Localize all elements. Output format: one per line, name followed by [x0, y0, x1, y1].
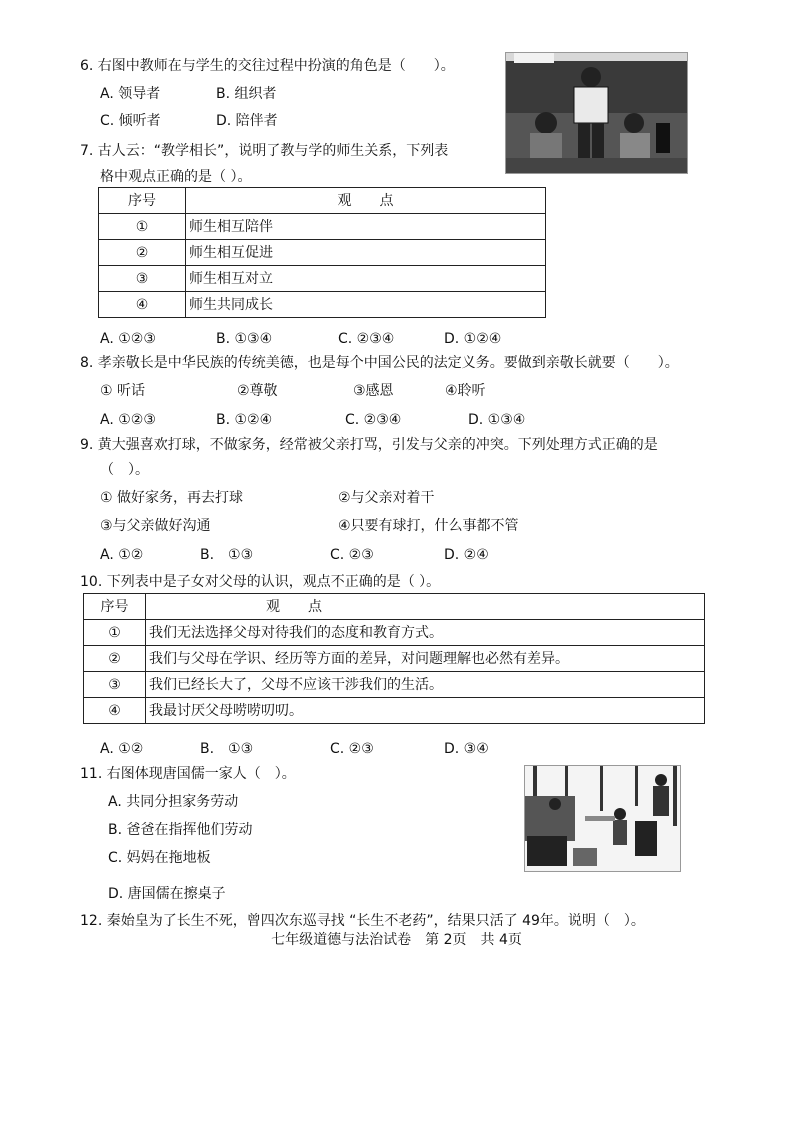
question-8-stem: 8. 孝亲敬长是中华民族的传统美德，也是每个中国公民的法定义务。要做到亲敬长就要（ ）。: [80, 355, 679, 371]
table-cell-number: ④: [99, 292, 186, 318]
table-cell-number: ②: [84, 646, 146, 672]
q7-option-b: B. ①③④: [216, 331, 273, 347]
table-header-cell: 序号: [99, 188, 186, 214]
q9-item-4: ④只要有球打，什么事都不管: [338, 518, 519, 534]
page-footer: 七年级道德与法治试卷 第 2页 共 4页: [271, 932, 522, 948]
q7-option-c: C. ②③④: [338, 331, 395, 347]
q11-option-a: A. 共同分担家务劳动: [108, 794, 239, 810]
q10-option-d: D. ③④: [444, 741, 489, 757]
q9-option-a: A. ①②: [100, 547, 144, 563]
q11-option-b: B. 爸爸在指挥他们劳动: [108, 822, 253, 838]
q7-option-a: A. ①②③: [100, 331, 156, 347]
question-6-stem: 6. 右图中教师在与学生的交往过程中扮演的角色是（ ）。: [80, 58, 455, 74]
table-header-row: [84, 594, 705, 620]
table-header-cell: 观 点: [146, 594, 705, 620]
q7-option-d: D. ①②④: [444, 331, 502, 347]
table-header-cell: 序号: [84, 594, 146, 620]
table-cell-view: 师生共同成长: [186, 292, 546, 318]
q9-item-1: ① 做好家务，再去打球: [100, 490, 244, 506]
q11-option-c: C. 妈妈在拖地板: [108, 850, 211, 866]
table-row: [84, 646, 705, 672]
table-cell-view: 师生相互对立: [186, 266, 546, 292]
table-cell-number: ④: [84, 698, 146, 724]
table-cell-number: ③: [84, 672, 146, 698]
q6-option-c: C. 倾听者: [100, 113, 161, 129]
table-cell-number: ①: [99, 214, 186, 240]
question-11-stem: 11. 右图体现唐国儒一家人（ ）。: [80, 766, 296, 782]
table-cell-view: 我们已经长大了，父母不应该干涉我们的生活。: [146, 672, 705, 698]
q8-option-a: A. ①②③: [100, 412, 156, 428]
table-cell-number: ③: [99, 266, 186, 292]
table-cell-number: ②: [99, 240, 186, 266]
q6-option-d: D. 陪伴者: [216, 113, 278, 129]
question-7-stem-line2: 格中观点正确的是（ ）。: [100, 169, 252, 185]
table-header-cell: 观 点: [186, 188, 546, 214]
question-12-stem: 12. 秦始皇为了长生不死，曾四次东巡寻找 “长生不老药”，结果只活了 49年。说明（ ）。: [80, 913, 645, 929]
table-row: [99, 292, 546, 318]
q9-item-2: ②与父亲对着干: [338, 490, 435, 506]
q8-option-d: D. ①③④: [468, 412, 526, 428]
table-header-row: [99, 188, 546, 214]
q11-option-d: D. 唐国儒在擦桌子: [108, 886, 226, 902]
table-cell-view: 师生相互促进: [186, 240, 546, 266]
table-cell-view: 我们无法选择父母对待我们的态度和教育方式。: [146, 620, 705, 646]
q6-option-a: A. 领导者: [100, 86, 161, 102]
q9-option-d: D. ②④: [444, 547, 489, 563]
q9-item-3: ③与父亲做好沟通: [100, 518, 211, 534]
q6-option-b: B. 组织者: [216, 86, 277, 102]
q10-option-c: C. ②③: [330, 741, 374, 757]
q8-option-b: B. ①②④: [216, 412, 273, 428]
table-row: [84, 672, 705, 698]
q8-option-c: C. ②③④: [345, 412, 402, 428]
teacher-students-drawing: [506, 53, 687, 173]
family-housework-illustration: [524, 765, 681, 872]
table-row: [99, 240, 546, 266]
q7-table: [98, 187, 546, 318]
table-cell-view: 师生相互陪伴: [186, 214, 546, 240]
table-cell-number: ①: [84, 620, 146, 646]
q9-option-c: C. ②③: [330, 547, 374, 563]
question-9-stem-line1: 9. 黄大强喜欢打球，不做家务，经常被父亲打骂，引发与父亲的冲突。下列处理方式正确的是: [80, 437, 658, 453]
question-9-stem-line2: （ ）。: [100, 462, 149, 478]
question-10-stem: 10. 下列表中是子女对父母的认识，观点不正确的是（ ）。: [80, 574, 441, 590]
table-row: [99, 214, 546, 240]
q10-option-a: A. ①②: [100, 741, 144, 757]
q10-table: [83, 593, 705, 724]
q8-item-3: ③感恩: [353, 383, 394, 399]
family-housework-drawing: [525, 766, 680, 871]
question-7-stem-line1: 7. 古人云：“教学相长”，说明了教与学的师生关系，下列表: [80, 143, 449, 159]
q8-item-2: ②尊敬: [237, 383, 278, 399]
q10-option-b: B. ①③: [200, 741, 254, 757]
table-cell-view: 我最讨厌父母唠唠叨叨。: [146, 698, 705, 724]
q8-item-4: ④聆听: [445, 383, 486, 399]
table-row: [84, 698, 705, 724]
table-row: [99, 266, 546, 292]
q8-item-1: ① 听话: [100, 383, 146, 399]
teacher-students-illustration: [505, 52, 688, 174]
q9-option-b: B. ①③: [200, 547, 254, 563]
table-row: [84, 620, 705, 646]
table-cell-view: 我们与父母在学识、经历等方面的差异，对问题理解也必然有差异。: [146, 646, 705, 672]
